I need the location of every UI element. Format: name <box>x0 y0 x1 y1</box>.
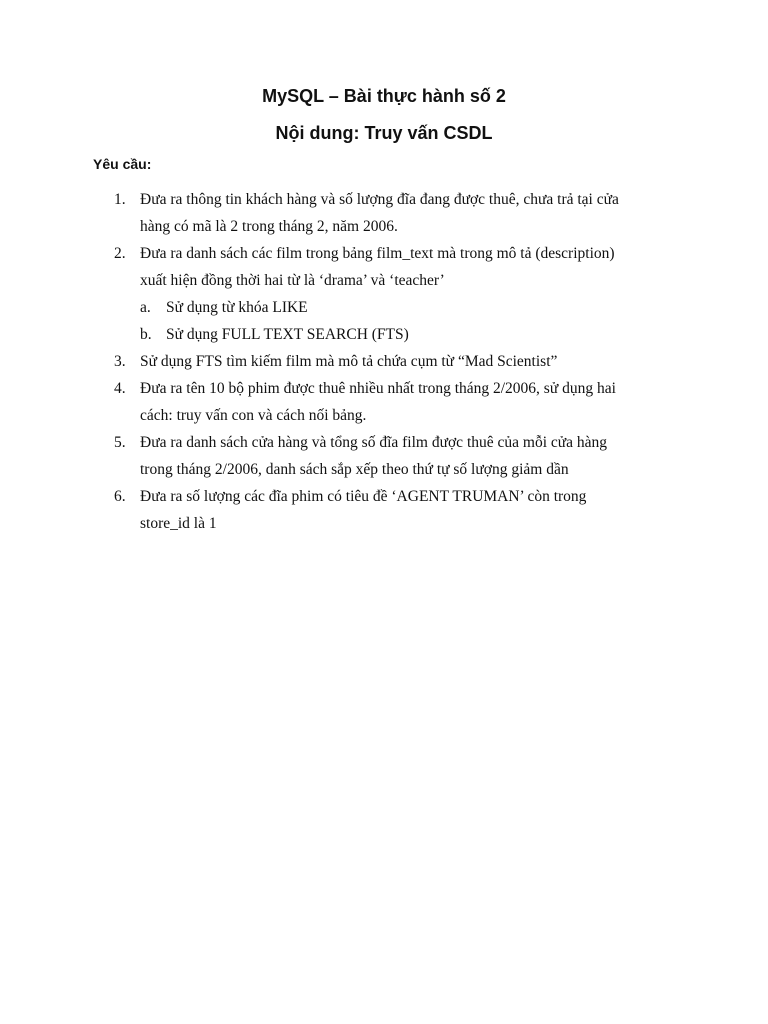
item-number: 5. <box>114 434 126 451</box>
item-line: Đưa ra danh sách cửa hàng và tổng số đĩa film được thuê của mỗi cửa hàng <box>140 434 608 451</box>
item-line: trong tháng 2/2006, danh sách sắp xếp theo thứ tự số lượng giảm dần <box>140 461 569 478</box>
sub-item-letter: a. <box>140 299 151 316</box>
item-number: 6. <box>114 488 126 505</box>
requirements-label: Yêu cầu: <box>93 156 152 172</box>
sub-item <box>140 294 674 321</box>
sub-item <box>140 321 674 348</box>
sub-item-letter: b. <box>140 326 152 343</box>
item-line: xuất hiện đồng thời hai từ là ‘drama’ và ‘teacher’ <box>140 272 445 289</box>
item-line: Đưa ra tên 10 bộ phim được thuê nhiều nhất trong tháng 2/2006, sử dụng hai <box>140 380 616 397</box>
sub-item-text: Sử dụng từ khóa LIKE <box>166 299 308 316</box>
sub-item-text: Sử dụng FULL TEXT SEARCH (FTS) <box>166 326 409 343</box>
list-item <box>114 375 674 429</box>
document-subtitle: Nội dung: Truy vấn CSDL <box>275 123 493 143</box>
list-item <box>114 483 674 537</box>
item-line: Đưa ra số lượng các đĩa phim có tiêu đề ‘AGENT TRUMAN’ còn trong <box>140 488 587 505</box>
document-title: MySQL – Bài thực hành số 2 <box>262 86 506 106</box>
item-line: cách: truy vấn con và cách nối bảng. <box>140 407 367 424</box>
list-item <box>114 348 674 375</box>
item-number: 4. <box>114 380 126 397</box>
list-item <box>114 186 674 240</box>
item-line: hàng có mã là 2 trong tháng 2, năm 2006. <box>140 218 398 235</box>
item-line: store_id là 1 <box>140 515 217 532</box>
item-number: 1. <box>114 191 126 208</box>
item-number: 2. <box>114 245 126 262</box>
list-item <box>114 429 674 483</box>
item-line: Đưa ra danh sách các film trong bảng film_text mà trong mô tả (description) <box>140 245 615 262</box>
list-item <box>114 240 674 348</box>
requirements-list <box>114 186 674 537</box>
item-line: Đưa ra thông tin khách hàng và số lượng đĩa đang được thuê, chưa trả tại cửa <box>140 191 619 208</box>
item-line: Sử dụng FTS tìm kiếm film mà mô tả chứa cụm từ “Mad Scientist” <box>140 353 558 370</box>
item-number: 3. <box>114 353 126 370</box>
